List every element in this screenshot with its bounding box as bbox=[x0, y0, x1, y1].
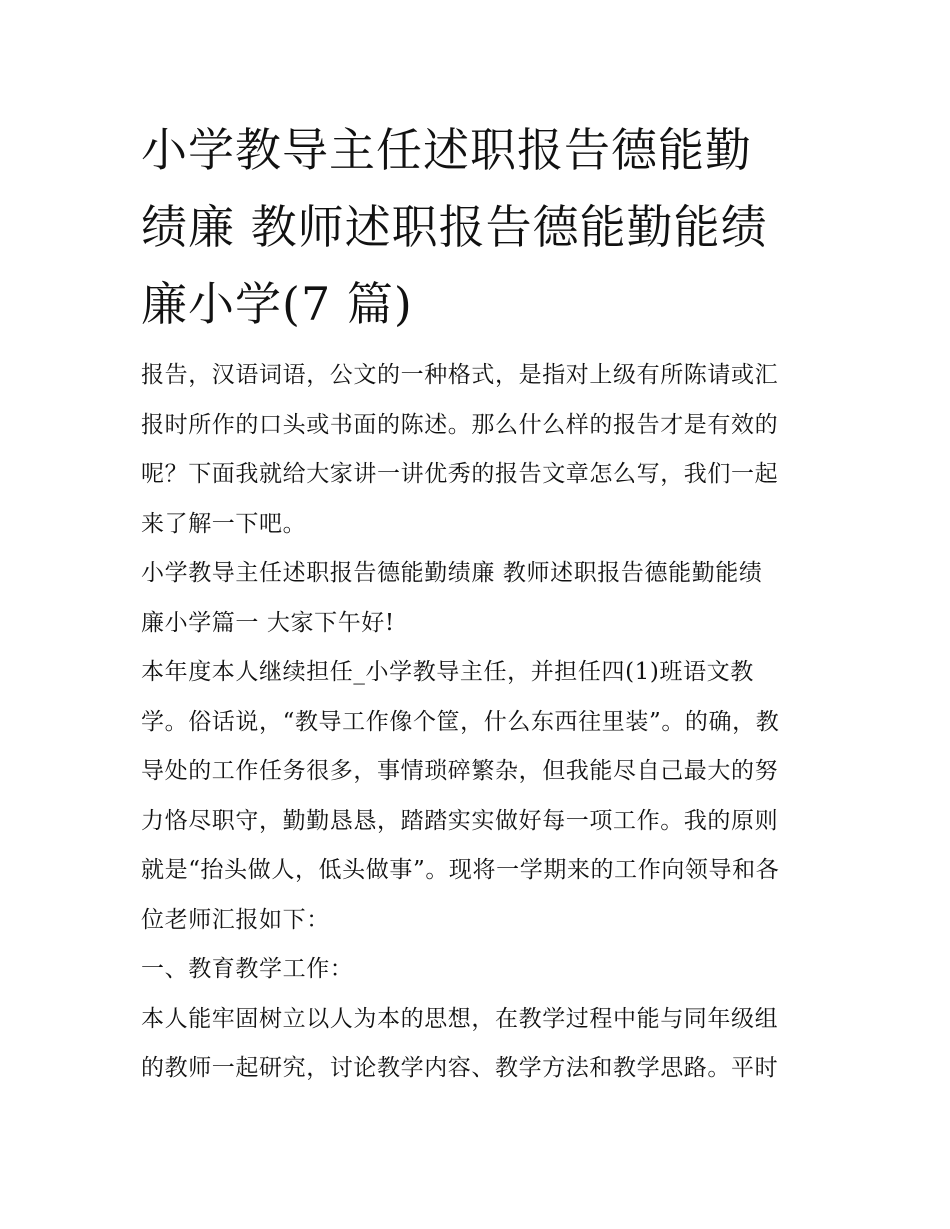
section-heading-paragraph bbox=[141, 549, 813, 648]
text-line: 力恪尽职守，勤勤恳恳，踏踏实实做好每一项工作。我的原则 bbox=[141, 807, 779, 834]
text-line: 就是“抬头做人，低头做事”。现将一学期来的工作向领导和各 bbox=[141, 857, 780, 883]
title-line: 小学教导主任述职报告德能勤 bbox=[141, 123, 752, 177]
document-title bbox=[141, 112, 813, 343]
body-paragraph bbox=[141, 995, 813, 1094]
text-line: 一、教育教学工作： bbox=[141, 956, 354, 982]
body-paragraph bbox=[141, 648, 813, 945]
text-line: 报时所作的口头或书面的陈述。那么什么样的报告才是有效的 bbox=[141, 411, 779, 438]
text-line: 学。俗话说，“教导工作像个筐，什么东西往里装”。的确，教 bbox=[141, 708, 780, 735]
text-line: 廉小学篇一 大家下午好! bbox=[141, 609, 395, 636]
text-line: 呢？下面我就给大家讲一讲优秀的报告文章怎么写，我们一起 bbox=[141, 461, 779, 487]
text-line: 本年度本人继续担任_小学教导主任，并担任四(1)班语文教 bbox=[141, 659, 754, 685]
text-line: 导处的工作任务很多，事情琐碎繁杂，但我能尽自己最大的努 bbox=[141, 758, 779, 784]
text-line: 小学教导主任述职报告德能勤绩廉 教师述职报告德能勤能绩 bbox=[141, 560, 763, 586]
intro-paragraph bbox=[141, 351, 813, 549]
text-line: 来了解一下吧。 bbox=[141, 510, 307, 537]
title-line: 绩廉 教师述职报告德能勤能绩 bbox=[141, 200, 768, 254]
text-line: 本人能牢固树立以人为本的思想，在教学过程中能与同年级组 bbox=[141, 1005, 779, 1032]
title-line: 廉小学(7 篇) bbox=[141, 277, 413, 331]
subheading-paragraph bbox=[141, 945, 813, 995]
text-line: 的教师一起研究，讨论教学内容、教学方法和教学思路。平时 bbox=[141, 1055, 779, 1081]
text-line: 报告，汉语词语，公文的一种格式，是指对上级有所陈请或汇 bbox=[141, 362, 779, 388]
text-line: 位老师汇报如下： bbox=[141, 906, 330, 933]
document-page bbox=[141, 112, 813, 1094]
